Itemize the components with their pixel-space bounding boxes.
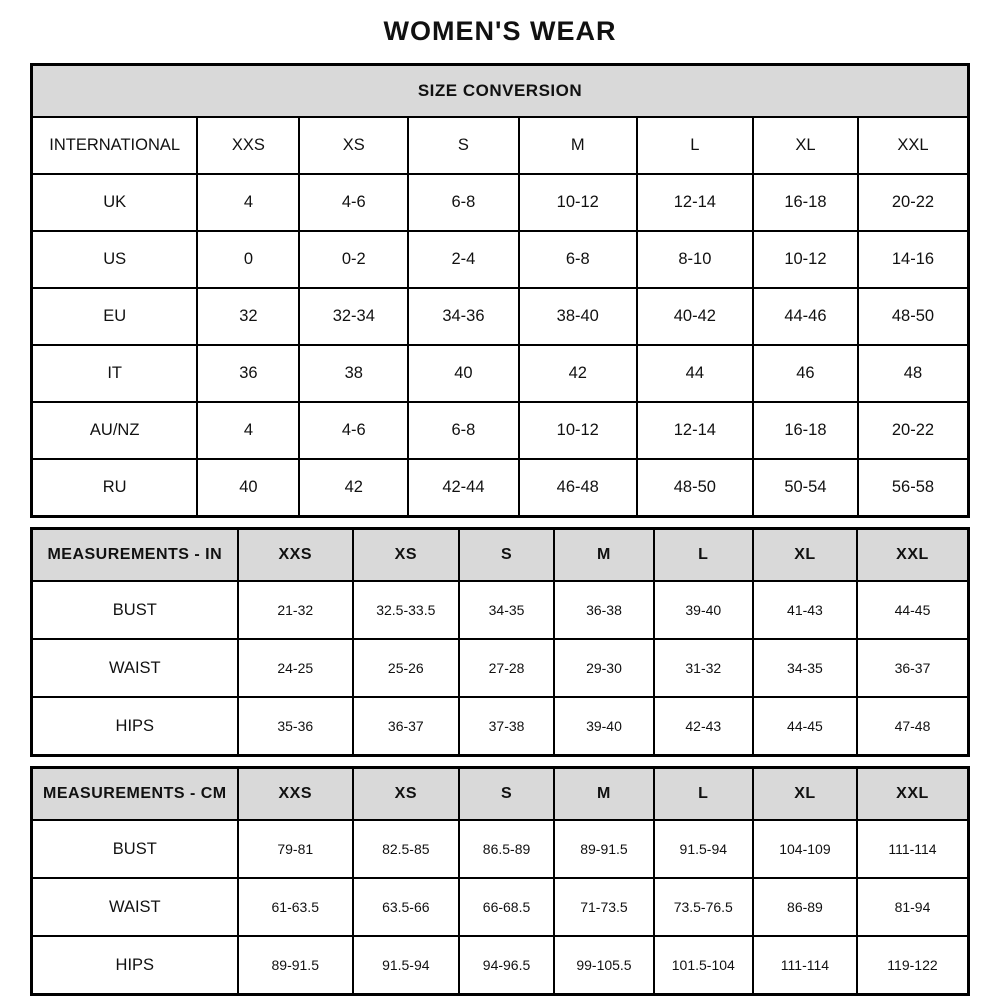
table-row bbox=[32, 820, 969, 878]
value-cell: 39-40 bbox=[554, 697, 653, 756]
row-label: US bbox=[32, 231, 198, 288]
row-label: BUST bbox=[32, 581, 238, 639]
size-column-header: XXS bbox=[197, 117, 299, 174]
value-cell: 32 bbox=[197, 288, 299, 345]
size-column-header: L bbox=[654, 529, 753, 582]
value-cell: 44-46 bbox=[753, 288, 858, 345]
value-cell: 36-37 bbox=[353, 697, 459, 756]
size-column-header: XL bbox=[753, 529, 857, 582]
size-column-header: XXL bbox=[857, 768, 969, 821]
value-cell: 86-89 bbox=[753, 878, 857, 936]
value-cell: 16-18 bbox=[753, 174, 858, 231]
row-label: EU bbox=[32, 288, 198, 345]
value-cell: 104-109 bbox=[753, 820, 857, 878]
table-row bbox=[32, 345, 969, 402]
measurements-cm-table bbox=[30, 766, 970, 996]
table-header: MEASUREMENTS - IN bbox=[32, 529, 238, 582]
table-header: SIZE CONVERSION bbox=[32, 65, 969, 118]
value-cell: 47-48 bbox=[857, 697, 969, 756]
value-cell: 91.5-94 bbox=[654, 820, 753, 878]
value-cell: 36-37 bbox=[857, 639, 969, 697]
row-label: HIPS bbox=[32, 936, 238, 995]
value-cell: 71-73.5 bbox=[554, 878, 653, 936]
table-row bbox=[32, 174, 969, 231]
value-cell: 6-8 bbox=[408, 402, 519, 459]
value-cell: 42-43 bbox=[654, 697, 753, 756]
row-label: IT bbox=[32, 345, 198, 402]
size-column-header: XXL bbox=[857, 529, 969, 582]
value-cell: 36-38 bbox=[554, 581, 653, 639]
value-cell: 21-32 bbox=[238, 581, 353, 639]
page-title: WOMEN'S WEAR bbox=[383, 16, 617, 46]
value-cell: 39-40 bbox=[654, 581, 753, 639]
row-label: WAIST bbox=[32, 639, 238, 697]
size-column-header: XL bbox=[753, 117, 858, 174]
value-cell: 48-50 bbox=[858, 288, 969, 345]
corner-header: INTERNATIONAL bbox=[32, 117, 198, 174]
table-row bbox=[32, 231, 969, 288]
value-cell: 25-26 bbox=[353, 639, 459, 697]
value-cell: 16-18 bbox=[753, 402, 858, 459]
value-cell: 63.5-66 bbox=[353, 878, 459, 936]
value-cell: 42 bbox=[299, 459, 408, 517]
row-label: WAIST bbox=[32, 878, 238, 936]
value-cell: 111-114 bbox=[857, 820, 969, 878]
size-column-header: XS bbox=[299, 117, 408, 174]
value-cell: 40 bbox=[197, 459, 299, 517]
value-cell: 6-8 bbox=[408, 174, 519, 231]
value-cell: 24-25 bbox=[238, 639, 353, 697]
row-label: AU/NZ bbox=[32, 402, 198, 459]
size-column-header: M bbox=[554, 768, 653, 821]
value-cell: 4 bbox=[197, 402, 299, 459]
value-cell: 86.5-89 bbox=[459, 820, 555, 878]
value-cell: 37-38 bbox=[459, 697, 555, 756]
size-column-header: M bbox=[554, 529, 653, 582]
value-cell: 41-43 bbox=[753, 581, 857, 639]
table-header-row bbox=[32, 768, 969, 821]
value-cell: 20-22 bbox=[858, 174, 969, 231]
value-cell: 42-44 bbox=[408, 459, 519, 517]
value-cell: 50-54 bbox=[753, 459, 858, 517]
value-cell: 82.5-85 bbox=[353, 820, 459, 878]
value-cell: 10-12 bbox=[519, 174, 637, 231]
value-cell: 4-6 bbox=[299, 174, 408, 231]
value-cell: 4-6 bbox=[299, 402, 408, 459]
size-column-header: S bbox=[408, 117, 519, 174]
value-cell: 56-58 bbox=[858, 459, 969, 517]
size-column-header: XS bbox=[353, 768, 459, 821]
value-cell: 42 bbox=[519, 345, 637, 402]
table-row bbox=[32, 459, 969, 517]
size-column-header: XXL bbox=[858, 117, 969, 174]
value-cell: 4 bbox=[197, 174, 299, 231]
value-cell: 0 bbox=[197, 231, 299, 288]
value-cell: 36 bbox=[197, 345, 299, 402]
value-cell: 111-114 bbox=[753, 936, 857, 995]
value-cell: 32.5-33.5 bbox=[353, 581, 459, 639]
value-cell: 119-122 bbox=[857, 936, 969, 995]
value-cell: 34-35 bbox=[753, 639, 857, 697]
value-cell: 40 bbox=[408, 345, 519, 402]
table-header: MEASUREMENTS - CM bbox=[32, 768, 238, 821]
table-row bbox=[32, 697, 969, 756]
value-cell: 14-16 bbox=[858, 231, 969, 288]
size-column-header: S bbox=[459, 768, 555, 821]
size-column-header: S bbox=[459, 529, 555, 582]
value-cell: 46 bbox=[753, 345, 858, 402]
column-header-row bbox=[32, 117, 969, 174]
size-column-header: XXS bbox=[238, 768, 353, 821]
value-cell: 35-36 bbox=[238, 697, 353, 756]
table-row bbox=[32, 402, 969, 459]
value-cell: 8-10 bbox=[637, 231, 753, 288]
value-cell: 0-2 bbox=[299, 231, 408, 288]
size-column-header: XL bbox=[753, 768, 857, 821]
value-cell: 81-94 bbox=[857, 878, 969, 936]
value-cell: 2-4 bbox=[408, 231, 519, 288]
value-cell: 10-12 bbox=[519, 402, 637, 459]
table-row bbox=[32, 878, 969, 936]
size-conversion-table bbox=[30, 63, 970, 518]
value-cell: 91.5-94 bbox=[353, 936, 459, 995]
measurements-in-table bbox=[30, 527, 970, 757]
value-cell: 12-14 bbox=[637, 174, 753, 231]
value-cell: 29-30 bbox=[554, 639, 653, 697]
size-column-header: L bbox=[637, 117, 753, 174]
value-cell: 46-48 bbox=[519, 459, 637, 517]
value-cell: 73.5-76.5 bbox=[654, 878, 753, 936]
value-cell: 79-81 bbox=[238, 820, 353, 878]
value-cell: 101.5-104 bbox=[654, 936, 753, 995]
value-cell: 61-63.5 bbox=[238, 878, 353, 936]
page bbox=[30, 0, 970, 996]
row-label: BUST bbox=[32, 820, 238, 878]
value-cell: 48-50 bbox=[637, 459, 753, 517]
row-label: HIPS bbox=[32, 697, 238, 756]
value-cell: 48 bbox=[858, 345, 969, 402]
value-cell: 34-36 bbox=[408, 288, 519, 345]
value-cell: 6-8 bbox=[519, 231, 637, 288]
value-cell: 31-32 bbox=[654, 639, 753, 697]
value-cell: 94-96.5 bbox=[459, 936, 555, 995]
value-cell: 99-105.5 bbox=[554, 936, 653, 995]
value-cell: 89-91.5 bbox=[238, 936, 353, 995]
row-label: RU bbox=[32, 459, 198, 517]
table-row bbox=[32, 581, 969, 639]
size-column-header: XS bbox=[353, 529, 459, 582]
value-cell: 12-14 bbox=[637, 402, 753, 459]
table-row bbox=[32, 288, 969, 345]
table-header-row bbox=[32, 529, 969, 582]
table-header-row bbox=[32, 65, 969, 118]
value-cell: 34-35 bbox=[459, 581, 555, 639]
value-cell: 44-45 bbox=[753, 697, 857, 756]
value-cell: 44-45 bbox=[857, 581, 969, 639]
value-cell: 20-22 bbox=[858, 402, 969, 459]
value-cell: 40-42 bbox=[637, 288, 753, 345]
size-column-header: M bbox=[519, 117, 637, 174]
row-label: UK bbox=[32, 174, 198, 231]
value-cell: 10-12 bbox=[753, 231, 858, 288]
value-cell: 27-28 bbox=[459, 639, 555, 697]
value-cell: 38-40 bbox=[519, 288, 637, 345]
value-cell: 89-91.5 bbox=[554, 820, 653, 878]
table-row bbox=[32, 639, 969, 697]
size-column-header: XXS bbox=[238, 529, 353, 582]
value-cell: 32-34 bbox=[299, 288, 408, 345]
size-column-header: L bbox=[654, 768, 753, 821]
value-cell: 44 bbox=[637, 345, 753, 402]
value-cell: 66-68.5 bbox=[459, 878, 555, 936]
table-row bbox=[32, 936, 969, 995]
value-cell: 38 bbox=[299, 345, 408, 402]
